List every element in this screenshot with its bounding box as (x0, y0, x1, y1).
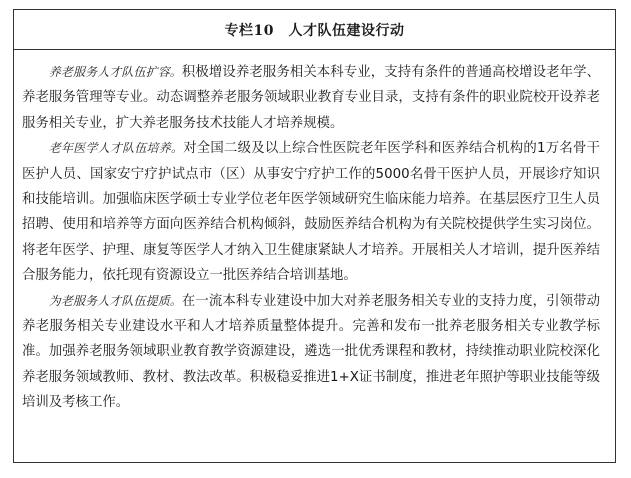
column-title: 专栏10 人才队伍建设行动 (224, 22, 405, 39)
paragraph-text: 对全国二级及以上综合性医院老年医学科和医养结合机构的1万名骨干医护人员、国家安宁疗护试点市（区）从事安宁疗护工作的5000名骨干医护人员，开展诊疗知识和技能培训。加强临床医学硕士专业学位老年医学领域研究生临床能力培养。在基层医疗卫生人员招聘、使用和培养等方面向医养结合机构倾斜，鼓励医养结合机构为有关院校提供学生实习岗位。将老年医学、护理、康复等医学人才纳入卫生健康紧缺人才培养。开展相关人才培训，提升医养结合服务能力，依托现有资源设立一批医养结合培训基地。 (22, 141, 600, 284)
paragraph-heading: 为老服务人才队伍提质。 (48, 293, 182, 308)
paragraph-text: 在一流本科专业建设中加大对养老服务相关专业的支持力度，引领带动养老服务相关专业建设水平和人才培养质量整体提升。完善和发布一批养老服务相关专业教学标准。加强养老服务领域职业教育教学资源建设，遴选一批优秀课程和教材，持续推动职业院校深化养老服务领域教师、教材、教法改革。积极稳妥推进1+X证书制度，推进老年照护等职业技能等级培训及考核工作。 (22, 293, 600, 411)
column-box (13, 9, 616, 463)
paragraph-heading: 养老服务人才队伍扩容。 (48, 65, 182, 79)
paragraph-geriatric-training (22, 136, 600, 288)
column-body (14, 50, 615, 416)
paragraph-heading: 老年医学人才队伍培养。 (48, 141, 184, 156)
paragraph-talent-expansion (22, 60, 600, 136)
column-header (14, 10, 615, 50)
paragraph-text: 积极增设养老服务相关本科专业，支持有条件的普通高校增设老年学、养老服务管理等专业。动态调整养老服务领域职业教育专业目录，支持有条件的职业院校开设养老服务相关专业，扩大养老服务技术技能人才培养规模。 (22, 65, 600, 131)
paragraph-quality-improvement (22, 289, 600, 416)
